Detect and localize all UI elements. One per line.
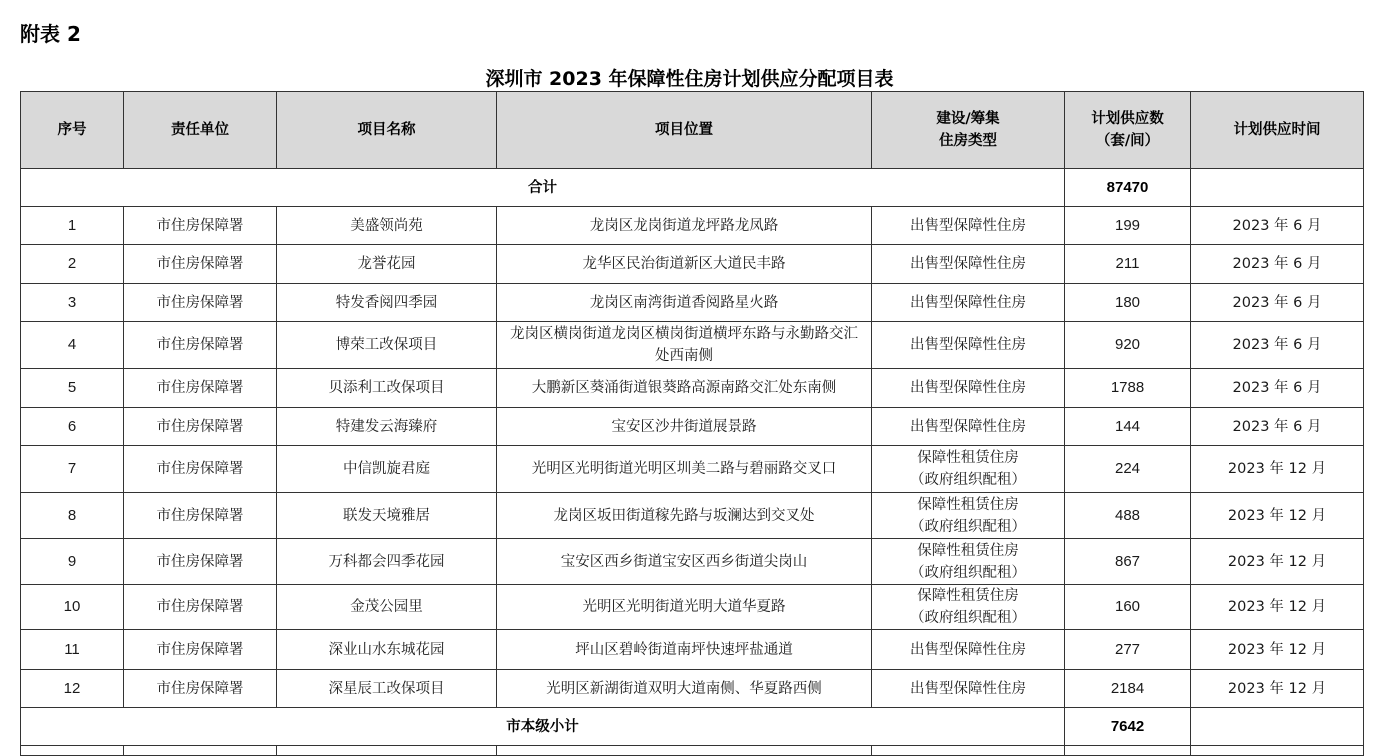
row-time: 2023 年 12 月 xyxy=(1191,630,1364,670)
row-project-name: 金茂公园里 xyxy=(277,585,497,630)
header-seq: 序号 xyxy=(21,92,124,169)
cutoff-cell xyxy=(1191,746,1364,756)
header-location: 项目位置 xyxy=(497,92,872,169)
row-project-name: 中信凯旋君庭 xyxy=(277,446,497,493)
row-unit: 市住房保障署 xyxy=(124,369,277,408)
table-row xyxy=(21,322,1364,369)
row-time: 2023 年 6 月 xyxy=(1191,245,1364,284)
row-housing-type-line1: 出售型保障性住房 xyxy=(910,680,1026,697)
row-count: 920 xyxy=(1065,322,1191,369)
row-location: 宝安区沙井街道展景路 xyxy=(497,408,872,446)
table-row xyxy=(21,539,1364,585)
row-count: 199 xyxy=(1065,207,1191,245)
row-unit: 市住房保障署 xyxy=(124,284,277,322)
row-seq: 5 xyxy=(21,369,124,408)
row-housing-type-line1: 出售型保障性住房 xyxy=(910,418,1026,435)
cutoff-cell xyxy=(497,746,872,756)
row-housing-type-line2: （政府组织配租） xyxy=(910,518,1026,535)
row-housing-type xyxy=(872,446,1065,493)
row-housing-type xyxy=(872,245,1065,284)
row-seq: 8 xyxy=(21,493,124,539)
subtotal-value: 7642 xyxy=(1065,708,1191,746)
row-unit: 市住房保障署 xyxy=(124,670,277,708)
header-type xyxy=(872,92,1065,169)
row-location: 大鹏新区葵涌街道银葵路高源南路交汇处东南侧 xyxy=(497,369,872,408)
row-seq: 7 xyxy=(21,446,124,493)
row-count: 488 xyxy=(1065,493,1191,539)
row-housing-type-line1: 保障性租赁住房 xyxy=(917,588,1019,604)
row-unit: 市住房保障署 xyxy=(124,408,277,446)
table-row xyxy=(21,493,1364,539)
row-project-name: 特发香阅四季园 xyxy=(277,284,497,322)
row-time: 2023 年 6 月 xyxy=(1191,284,1364,322)
row-project-name: 万科都会四季花园 xyxy=(277,539,497,585)
table-row xyxy=(21,408,1364,446)
row-project-name: 龙誉花园 xyxy=(277,245,497,284)
row-count: 2184 xyxy=(1065,670,1191,708)
table-row xyxy=(21,284,1364,322)
header-type-line2: 住房类型 xyxy=(939,133,997,149)
row-housing-type-line1: 保障性租赁住房 xyxy=(917,450,1019,466)
row-time: 2023 年 6 月 xyxy=(1191,408,1364,446)
row-time: 2023 年 12 月 xyxy=(1191,539,1364,585)
row-housing-type xyxy=(872,585,1065,630)
table-row xyxy=(21,245,1364,284)
row-time: 2023 年 6 月 xyxy=(1191,369,1364,408)
row-unit: 市住房保障署 xyxy=(124,446,277,493)
table-row xyxy=(21,630,1364,670)
row-location: 光明区新湖街道双明大道南侧、华夏路西侧 xyxy=(497,670,872,708)
row-unit: 市住房保障署 xyxy=(124,322,277,369)
row-housing-type xyxy=(872,630,1065,670)
row-project-name: 博荣工改保项目 xyxy=(277,322,497,369)
header-count xyxy=(1065,92,1191,169)
row-project-name: 特建发云海臻府 xyxy=(277,408,497,446)
cutoff-cell xyxy=(124,746,277,756)
row-seq: 3 xyxy=(21,284,124,322)
row-project-name: 联发天境雅居 xyxy=(277,493,497,539)
row-count: 160 xyxy=(1065,585,1191,630)
row-housing-type-line1: 出售型保障性住房 xyxy=(910,641,1026,658)
row-location: 宝安区西乡街道宝安区西乡街道尖岗山 xyxy=(497,539,872,585)
row-count: 180 xyxy=(1065,284,1191,322)
row-time: 2023 年 12 月 xyxy=(1191,670,1364,708)
header-count-line2: （套/间） xyxy=(1095,133,1160,149)
row-housing-type xyxy=(872,408,1065,446)
document-title: 深圳市 2023 年保障性住房计划供应分配项目表 xyxy=(485,68,894,90)
row-seq: 11 xyxy=(21,630,124,670)
row-count: 867 xyxy=(1065,539,1191,585)
total-value: 87470 xyxy=(1065,169,1191,207)
row-unit: 市住房保障署 xyxy=(124,585,277,630)
row-time: 2023 年 6 月 xyxy=(1191,322,1364,369)
row-housing-type xyxy=(872,207,1065,245)
row-time: 2023 年 12 月 xyxy=(1191,493,1364,539)
subtotal-row xyxy=(21,708,1364,746)
row-seq: 9 xyxy=(21,539,124,585)
row-unit: 市住房保障署 xyxy=(124,245,277,284)
row-housing-type-line1: 出售型保障性住房 xyxy=(910,294,1026,311)
row-seq: 4 xyxy=(21,322,124,369)
row-count: 277 xyxy=(1065,630,1191,670)
row-location: 龙华区民治街道新区大道民丰路 xyxy=(497,245,872,284)
header-unit: 责任单位 xyxy=(124,92,277,169)
header-time: 计划供应时间 xyxy=(1191,92,1364,169)
row-project-name: 深星辰工改保项目 xyxy=(277,670,497,708)
row-project-name: 深业山水东城花园 xyxy=(277,630,497,670)
table-row-cutoff xyxy=(21,746,1364,756)
cutoff-cell xyxy=(21,746,124,756)
row-location: 龙岗区龙岗街道龙坪路龙凤路 xyxy=(497,207,872,245)
row-housing-type xyxy=(872,493,1065,539)
subtotal-label: 市本级小计 xyxy=(21,708,1065,746)
row-count: 1788 xyxy=(1065,369,1191,408)
total-row xyxy=(21,169,1364,207)
row-housing-type-line1: 出售型保障性住房 xyxy=(910,380,1026,396)
row-unit: 市住房保障署 xyxy=(124,539,277,585)
row-location: 龙岗区坂田街道稼先路与坂澜达到交叉处 xyxy=(497,493,872,539)
row-seq: 12 xyxy=(21,670,124,708)
housing-plan-table xyxy=(20,91,1364,756)
row-count: 144 xyxy=(1065,408,1191,446)
row-count: 224 xyxy=(1065,446,1191,493)
total-time-empty xyxy=(1191,169,1364,207)
table-header-row xyxy=(21,92,1364,169)
header-count-line1: 计划供应数 xyxy=(1091,111,1164,127)
row-housing-type-line2: （政府组织配租） xyxy=(910,564,1026,581)
row-seq: 2 xyxy=(21,245,124,284)
row-housing-type-line1: 出售型保障性住房 xyxy=(910,256,1026,272)
row-housing-type xyxy=(872,284,1065,322)
table-row xyxy=(21,369,1364,408)
row-unit: 市住房保障署 xyxy=(124,207,277,245)
row-count: 211 xyxy=(1065,245,1191,284)
row-housing-type-line1: 保障性租赁住房 xyxy=(917,496,1019,513)
row-time: 2023 年 6 月 xyxy=(1191,207,1364,245)
row-housing-type xyxy=(872,670,1065,708)
row-unit: 市住房保障署 xyxy=(124,493,277,539)
row-seq: 10 xyxy=(21,585,124,630)
subtotal-time-empty xyxy=(1191,708,1364,746)
row-location: 龙岗区横岗街道龙岗区横岗街道横坪东路与永勤路交汇处西南侧 xyxy=(497,322,872,369)
row-housing-type xyxy=(872,539,1065,585)
cutoff-cell xyxy=(277,746,497,756)
table-row xyxy=(21,207,1364,245)
total-label: 合计 xyxy=(21,169,1065,207)
table-row xyxy=(21,446,1364,493)
row-seq: 1 xyxy=(21,207,124,245)
table-row xyxy=(21,670,1364,708)
header-name: 项目名称 xyxy=(277,92,497,169)
row-location: 龙岗区南湾街道香阅路星火路 xyxy=(497,284,872,322)
header-type-line1: 建设/筹集 xyxy=(936,111,1000,127)
table-row xyxy=(21,585,1364,630)
appendix-label: 附表 2 xyxy=(20,22,81,46)
row-housing-type xyxy=(872,369,1065,408)
row-project-name: 美盛领尚苑 xyxy=(277,207,497,245)
cutoff-cell xyxy=(1065,746,1191,756)
row-housing-type-line2: （政府组织配租） xyxy=(910,472,1026,488)
cutoff-cell xyxy=(872,746,1065,756)
row-housing-type-line1: 出售型保障性住房 xyxy=(910,217,1026,234)
row-housing-type-line1: 保障性租赁住房 xyxy=(917,542,1019,559)
row-housing-type-line1: 出售型保障性住房 xyxy=(910,337,1026,353)
row-location: 光明区光明街道光明区圳美二路与碧丽路交叉口 xyxy=(497,446,872,493)
row-project-name: 贝添利工改保项目 xyxy=(277,369,497,408)
row-housing-type xyxy=(872,322,1065,369)
row-seq: 6 xyxy=(21,408,124,446)
row-location: 光明区光明街道光明大道华夏路 xyxy=(497,585,872,630)
row-housing-type-line2: （政府组织配租） xyxy=(910,610,1026,626)
row-unit: 市住房保障署 xyxy=(124,630,277,670)
row-time: 2023 年 12 月 xyxy=(1191,446,1364,493)
row-location: 坪山区碧岭街道南坪快速坪盐通道 xyxy=(497,630,872,670)
row-time: 2023 年 12 月 xyxy=(1191,585,1364,630)
